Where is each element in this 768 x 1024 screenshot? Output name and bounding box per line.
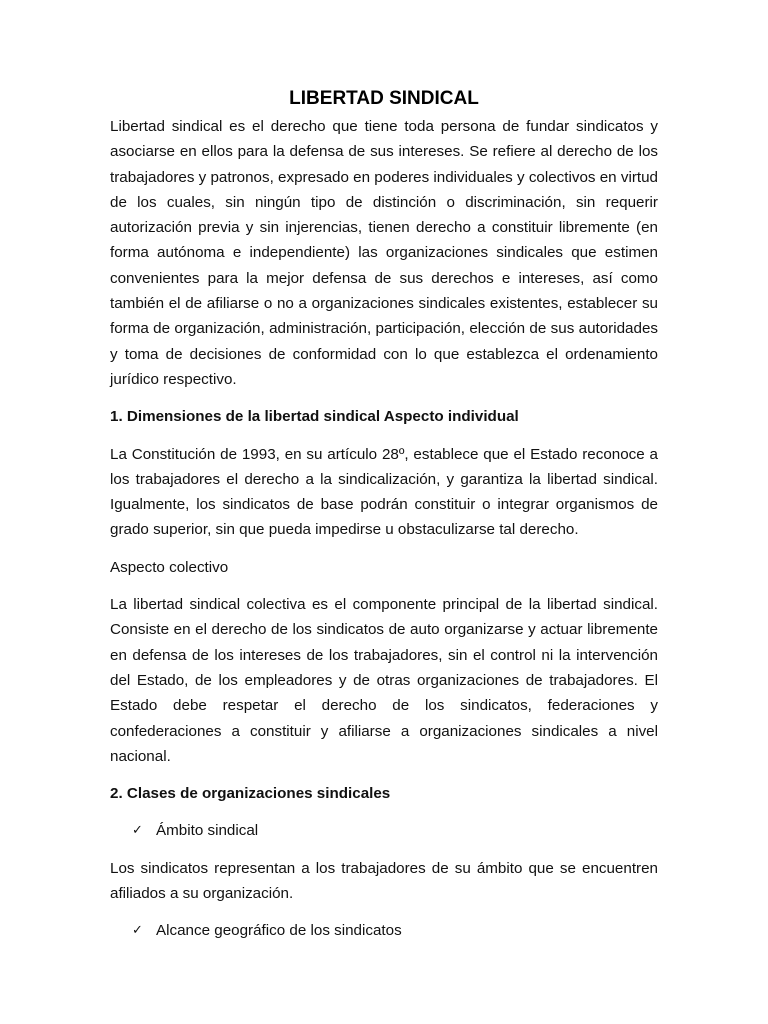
- individual-aspect-paragraph: La Constitución de 1993, en su artículo 28º, establece que el Estado reconoce a los trabajadores el derecho a la sindicalización, y garantiza la libertad sindical. Igualmente, los sindicatos de base podrán constituir o integrar organismos de grado superior, sin que pueda impedirse u obstaculizarse tal derecho.: [110, 445, 658, 539]
- collective-aspect-paragraph: La libertad sindical colectiva es el componente principal de la libertad sindical. Consiste en el derecho de los sindicatos de auto organizarse y actuar libremente en defensa de los intereses de los trabajadores, sin el control ni la intervención del Estado, de los empleadores y de otras organizaciones de trabajadores. El Estado debe respetar el derecho de los sindicatos, federaciones y confederaciones a constituir y afiliarse a organizaciones sindicales a nivel nacional.: [110, 596, 658, 765]
- section-2-heading: 2. Clases de organizaciones sindicales: [110, 785, 391, 803]
- checkmark-icon: ✓: [132, 923, 143, 939]
- section-1-heading: 1. Dimensiones de la libertad sindical Aspecto individual: [110, 408, 519, 426]
- document-title: LIBERTAD SINDICAL: [289, 88, 479, 109]
- checklist-item-ambito: [132, 818, 658, 843]
- checkmark-icon: ✓: [132, 823, 143, 839]
- intro-paragraph: Libertad sindical es el derecho que tiene toda persona de fundar sindicatos y asociarse en ellos para la defensa de sus intereses. Se refiere al derecho de los trabajadores y patronos, expresado en poderes individuales y colectivos en virtud de los cuales, sin ningún tipo de distinción o discriminación, sin requerir autorización previa y sin injerencias, tienen derecho a constituir libremente (en forma autónoma e independiente) las organizaciones sindicales que estimen convenientes para la mejor defensa de sus derechos e intereses, así como también el de afiliarse o no a organizaciones sindicales existentes, establecer su forma de organización, administración, participación, elección de sus autoridades y toma de decisiones de conformidad con lo que establezca el ordenamiento jurídico respectivo.: [110, 118, 658, 388]
- checklist-item-label: Ámbito sindical: [156, 822, 259, 840]
- checklist-item-alcance: [132, 918, 658, 943]
- ambito-paragraph: Los sindicatos representan a los trabajadores de su ámbito que se encuentren afiliados a su organización.: [110, 859, 658, 903]
- checklist-item-label: Alcance geográfico de los sindicatos: [156, 922, 402, 940]
- collective-aspect-label: Aspecto colectivo: [110, 558, 229, 576]
